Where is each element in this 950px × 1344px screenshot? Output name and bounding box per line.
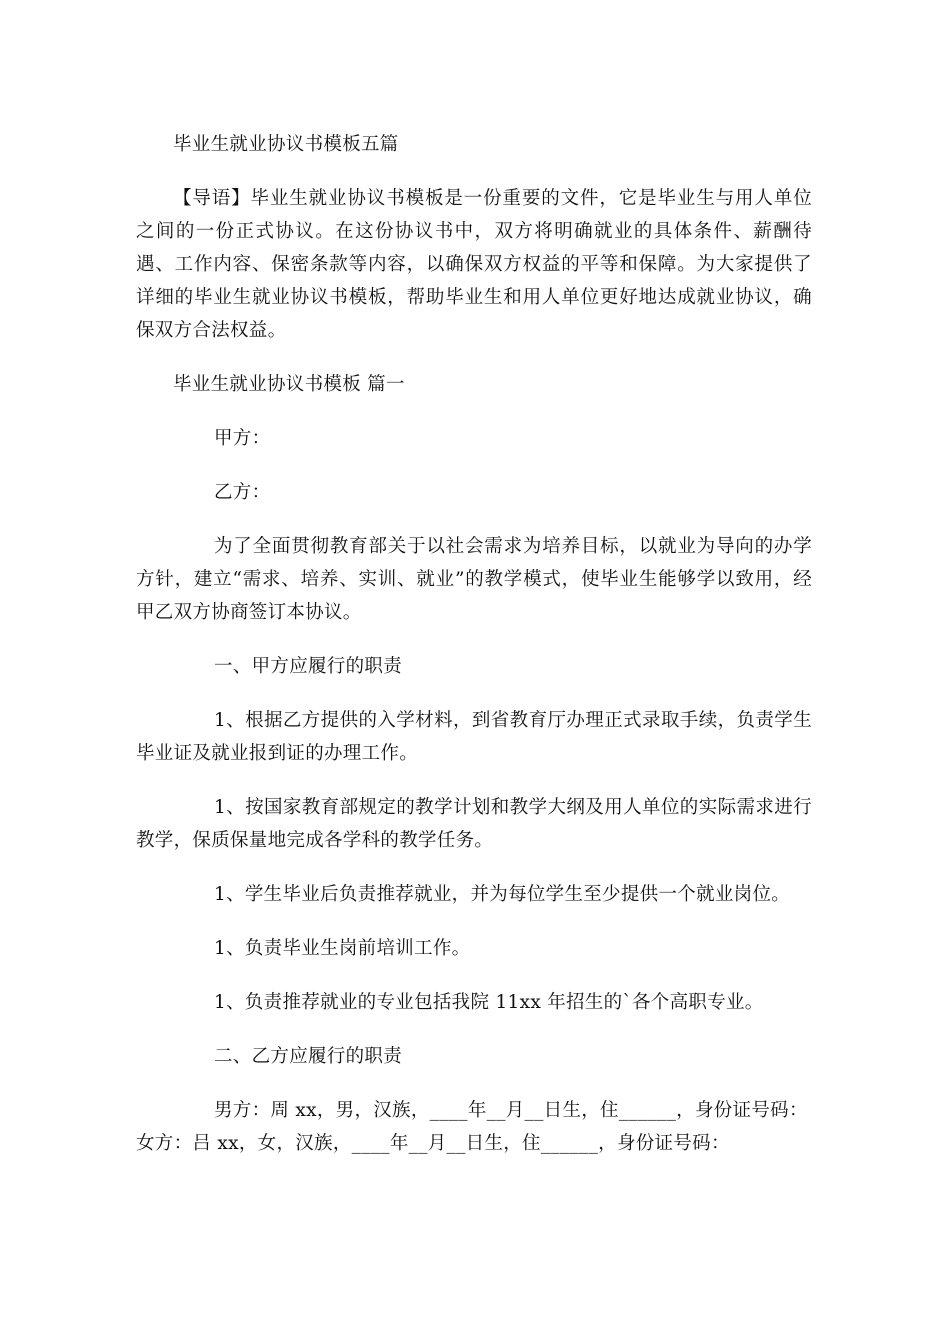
duty-a-item: 1、负责推荐就业的专业包括我院 11xx 年招生的`各个高职专业。: [214, 992, 764, 1013]
party-b-label: 乙方：: [214, 482, 271, 503]
duty-a-item: 1、按国家教育部规定的教学计划和教学大纲及用人单位的实际需求进行教学，保质保量地完成各学科的教学任务。: [136, 797, 812, 851]
duty-a-item: 1、根据乙方提供的入学材料，到省教育厅办理正式录取手续，负责学生毕业证及就业报到证的办理工作。: [136, 710, 812, 764]
section-heading-1: 毕业生就业协议书模板 篇一: [173, 374, 405, 395]
document-title: 毕业生就业协议书模板五篇: [173, 134, 399, 155]
intro-paragraph: 【导语】毕业生就业协议书模板是一份重要的文件，它是毕业生与用人单位之间的一份正式协议。在这份协议书中，双方将明确就业的具体条件、薪酬待遇、工作内容、保密条款等内容，以确保双方权益的平等和保障。为大家提供了详细的毕业生就业协议书模板，帮助毕业生和用人单位更好地达成就业协议，确保双方合法权益。: [136, 188, 812, 341]
preamble-paragraph: 为了全面贯彻教育部关于以社会需求为培养目标，以就业为导向的办学方针，建立“需求、培养、实训、就业”的教学模式，使毕业生能够学以致用，经甲乙双方协商签订本协议。: [136, 536, 812, 623]
document-body: [136, 128, 812, 1160]
party-a-label: 甲方：: [214, 428, 271, 449]
male-party-line: 男方：周 xx，男，汉族，____年__月__日生，住______，身份证号码：: [214, 1100, 808, 1121]
duty-a-heading: 一、甲方应履行的职责: [214, 656, 403, 677]
duty-a-item: 1、学生毕业后负责推荐就业，并为每位学生至少提供一个就业岗位。: [214, 884, 791, 905]
duty-a-item: 1、负责毕业生岗前培训工作。: [214, 938, 471, 959]
duty-b-heading: 二、乙方应履行的职责: [214, 1046, 403, 1067]
female-party-line: 女方：吕 xx，女，汉族，____年__月__日生，住______，身份证号码：: [136, 1133, 730, 1154]
